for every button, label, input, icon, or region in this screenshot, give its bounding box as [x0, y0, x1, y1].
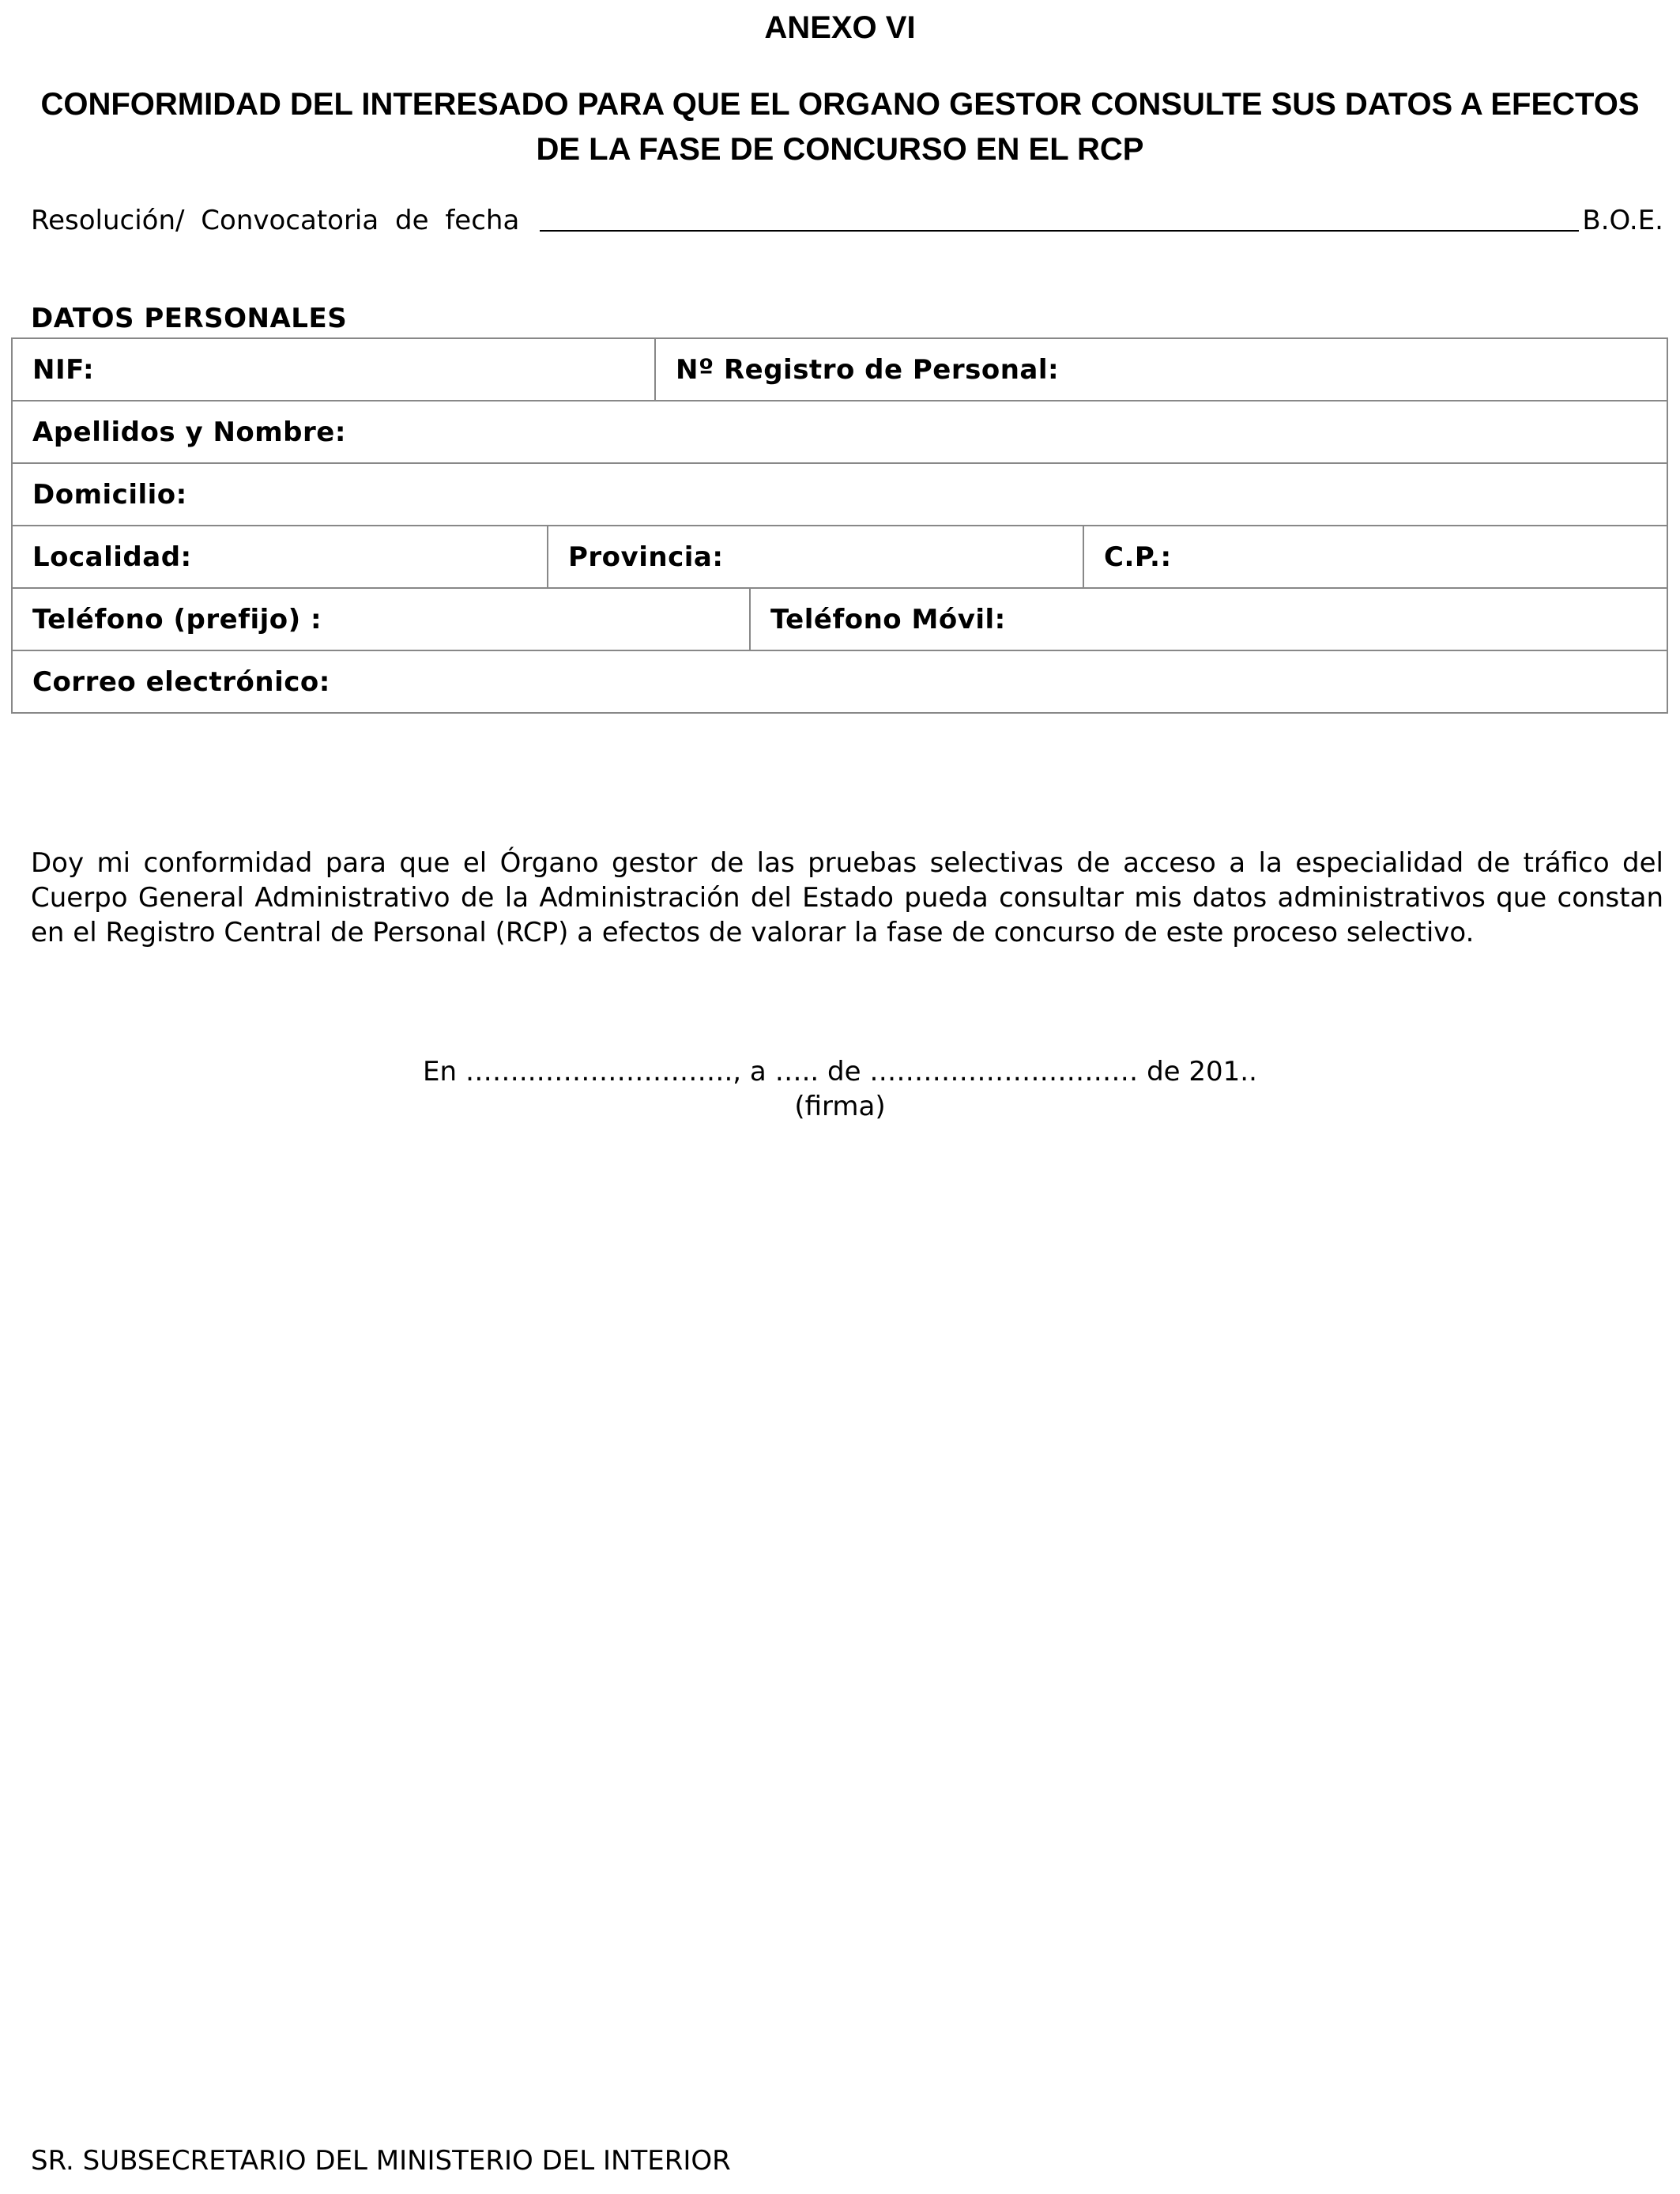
- nif-field[interactable]: [13, 339, 654, 400]
- consent-paragraph: Doy mi conformidad para que el Órgano gestor de las pruebas selectivas de acceso a la especialidad de tráfico del Cuerpo General Administrativo de la Administración del Estado pueda consultar mis datos administrativos que constan en el Registro Central de Personal (RCP) a efectos de valorar la fase de concurso de este proceso selectivo.: [31, 847, 1663, 948]
- registro-label: Nº Registro de Personal:: [676, 353, 1060, 386]
- domicilio-label: Domicilio:: [32, 478, 187, 511]
- apellidos-nombre-field[interactable]: [13, 401, 1667, 462]
- boe-label: B.O.E.: [1582, 205, 1663, 236]
- provincia-label: Provincia:: [568, 541, 724, 573]
- section-title: DATOS PERSONALES: [31, 303, 348, 334]
- cp-label: C.P.:: [1104, 541, 1172, 573]
- table-row: [13, 650, 1667, 712]
- signature-label: (firma): [794, 1091, 886, 1122]
- apellidos-nombre-label: Apellidos y Nombre:: [32, 416, 346, 448]
- telefono-field[interactable]: [13, 589, 749, 650]
- nif-label: NIF:: [32, 353, 95, 386]
- table-row: [13, 525, 1667, 587]
- movil-field[interactable]: [749, 589, 1667, 650]
- correo-label: Correo electrónico:: [32, 665, 330, 698]
- localidad-label: Localidad:: [32, 541, 192, 573]
- resolution-line: [31, 202, 1663, 236]
- table-row: [13, 339, 1667, 400]
- addressee: SR. SUBSECRETARIO DEL MINISTERIO DEL INTERIOR: [31, 2145, 731, 2177]
- personal-data-table: [11, 337, 1668, 714]
- provincia-field[interactable]: [547, 526, 1083, 587]
- table-row: [13, 462, 1667, 525]
- document-title: CONFORMIDAD DEL INTERESADO PARA QUE EL ORGANO GESTOR CONSULTE SUS DATOS A EFECTOS DE LA FASE DE CONCURSO EN EL RCP: [40, 87, 1640, 167]
- table-row: [13, 587, 1667, 650]
- table-row: [13, 400, 1667, 462]
- correo-field[interactable]: [13, 651, 1667, 712]
- domicilio-field[interactable]: [13, 464, 1667, 525]
- place-date-line[interactable]: En ……..…………………., a ….. de ………………………… de 201..: [423, 1056, 1257, 1088]
- movil-label: Teléfono Móvil:: [770, 603, 1006, 635]
- resolution-date-field[interactable]: [540, 229, 1579, 232]
- telefono-label: Teléfono (prefijo) :: [32, 603, 322, 635]
- cp-field[interactable]: [1083, 526, 1667, 587]
- annex-title: ANEXO VI: [764, 10, 916, 45]
- localidad-field[interactable]: [13, 526, 547, 587]
- resolution-label: Resolución/ Convocatoria de fecha: [31, 205, 520, 236]
- registro-field[interactable]: [654, 339, 1667, 400]
